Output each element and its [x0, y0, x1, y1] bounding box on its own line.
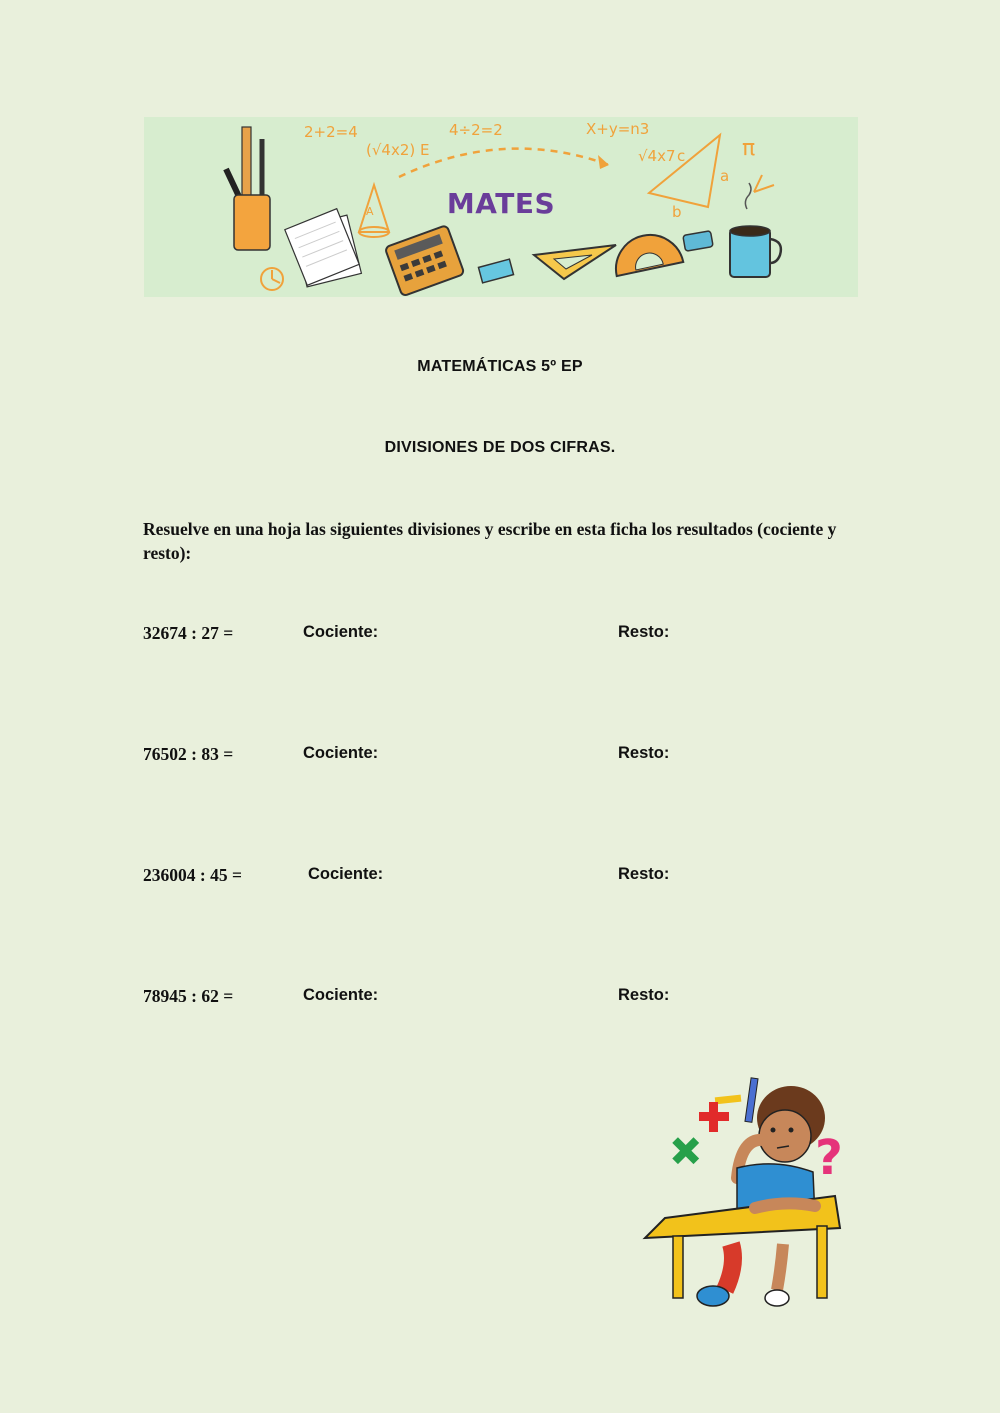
quotient-label: Cociente:	[308, 865, 384, 883]
remainder-answer-field[interactable]	[676, 863, 830, 889]
remainder-answer-field[interactable]	[676, 621, 830, 647]
quotient-label: Cociente:	[303, 986, 379, 1004]
exercise-row	[0, 986, 1000, 1012]
quotient-answer-field[interactable]	[390, 863, 544, 889]
doodle-text: (√4x2) E	[366, 141, 430, 159]
division-operation: 236004 : 45 =	[143, 865, 242, 885]
doodle-text: 4÷2=2	[449, 121, 503, 139]
doodle-text: π	[742, 136, 756, 161]
question-mark-icon: ?	[815, 1130, 843, 1186]
exercise-row	[0, 865, 1000, 891]
dashed-arrow-icon	[399, 149, 609, 177]
doodle-text: a	[720, 167, 730, 185]
set-square-icon	[534, 245, 616, 279]
division-operation: 78945 : 62 =	[143, 986, 234, 1006]
page-subtitle: DIVISIONES DE DOS CIFRAS.	[384, 439, 616, 456]
doodle-text: X+y=n3	[586, 120, 650, 138]
quotient-label: Cociente:	[303, 623, 379, 641]
remainder-label: Resto:	[618, 865, 670, 883]
pencil-icon	[745, 1078, 758, 1123]
times-symbol-icon	[664, 1129, 706, 1171]
remainder-label: Resto:	[618, 744, 670, 762]
protractor-icon	[610, 229, 684, 276]
eraser-icon	[478, 259, 513, 283]
calculator-icon	[385, 225, 465, 296]
remainder-answer-field[interactable]	[676, 984, 830, 1010]
doodle-text: c	[677, 147, 686, 165]
division-operation: 32674 : 27 =	[143, 623, 234, 643]
quotient-label: Cociente:	[303, 744, 379, 762]
division-operation: 76502 : 83 =	[143, 744, 234, 764]
minus-symbol-icon	[715, 1095, 742, 1105]
doodle-text: 2+2=4	[304, 123, 358, 141]
quotient-answer-field[interactable]	[385, 984, 539, 1010]
remainder-label: Resto:	[618, 623, 670, 641]
plus-symbol-icon	[699, 1102, 729, 1132]
remainder-answer-field[interactable]	[676, 742, 830, 768]
doodle-text: b	[672, 203, 682, 221]
remainder-label: Resto:	[618, 986, 670, 1004]
doodle-text: A	[366, 205, 374, 218]
header-banner	[144, 117, 858, 297]
page-title: MATEMÁTICAS 5º EP	[417, 358, 583, 375]
exercise-row	[0, 623, 1000, 649]
exercise-row	[0, 744, 1000, 770]
sharpener-icon	[683, 231, 713, 252]
quotient-answer-field[interactable]	[385, 742, 539, 768]
banner-title: MATES	[446, 187, 556, 220]
quotient-answer-field[interactable]	[385, 621, 539, 647]
paper-stack-icon	[285, 209, 362, 287]
thinking-student-illustration	[645, 1068, 843, 1306]
instructions-text: Resuelve en una hoja las siguientes divisiones y escribe en esta ficha los resultados (cociente y resto):	[143, 519, 837, 563]
doodle-text: √4x7	[638, 147, 676, 165]
